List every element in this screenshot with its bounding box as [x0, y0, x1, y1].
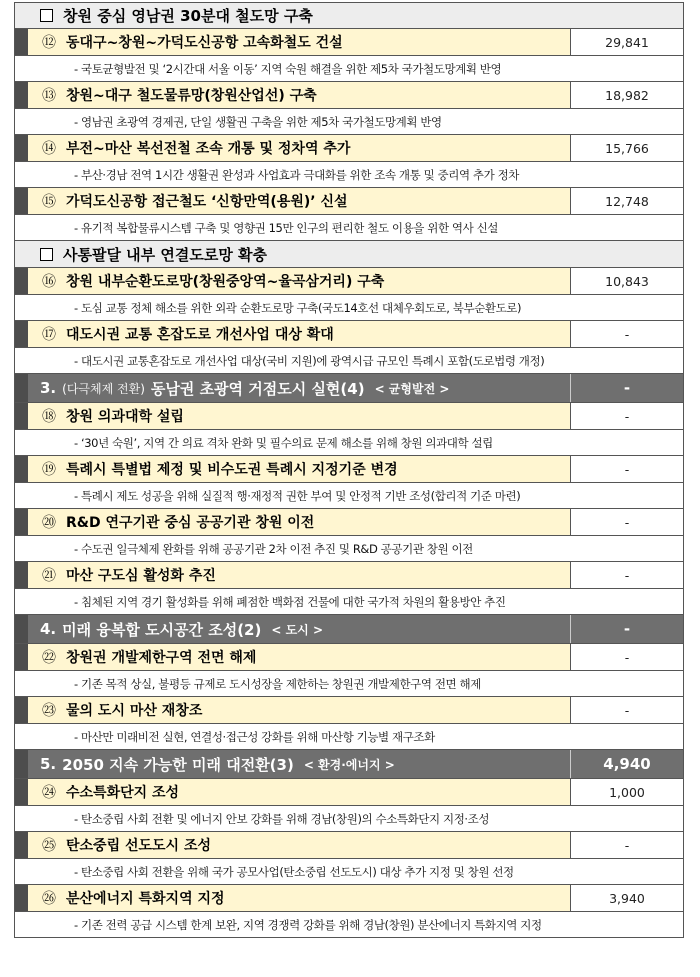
section-number: 5.	[40, 755, 57, 773]
subheading	[28, 244, 267, 265]
section-category-tag: < 도시 >	[271, 622, 324, 637]
left-bar	[15, 321, 28, 347]
description-text: - 탄소중립 사회 전환 및 에너지 안보 강화를 위해 경남(창원)의 수소특화단지 지정·조성	[74, 811, 490, 826]
item-title-text: 분산에너지 특화지역 지정	[66, 891, 225, 907]
section-row	[14, 374, 684, 403]
item-number: ⑱	[42, 409, 56, 425]
section-title-text: 2050 지속 가능한 미래 대전환(3)	[62, 755, 294, 774]
description-text: - 부산·경남 전역 1시간 생활권 완성과 사업효과 극대화를 위한 조속 개통 및 중리역 추가 정차	[74, 167, 520, 182]
description-text: - ‘30년 숙원’, 지역 간 의료 격차 완화 및 필수의료 문제 해소를 위해 창원 의과대학 설립	[74, 435, 493, 450]
item-row	[14, 268, 684, 295]
item-number: ㉖	[42, 891, 56, 907]
section-title-text: 미래 융복합 도시공간 조성(2)	[62, 620, 262, 639]
item-title-text: 창원 내부순환도로망(창원중앙역~율곡삼거리) 구축	[66, 274, 385, 290]
description-row	[14, 348, 684, 374]
item-number: ㉕	[42, 838, 56, 854]
item-title-text: 창원권 개발제한구역 전면 해제	[66, 650, 257, 666]
left-bar	[15, 29, 28, 55]
item-number: ㉒	[42, 650, 56, 666]
item-row	[14, 644, 684, 671]
item-number: ㉔	[42, 785, 56, 801]
left-bar	[15, 644, 28, 670]
item-row	[14, 82, 684, 109]
item-amount: -	[570, 644, 683, 670]
item-title	[28, 188, 570, 214]
item-title	[28, 403, 570, 429]
item-row	[14, 885, 684, 912]
description-text: - 국토균형발전 및 ‘2시간대 서울 이동’ 지역 숙원 해결을 위한 제5차 국가철도망계획 반영	[74, 61, 502, 76]
item-row	[14, 832, 684, 859]
description-row	[14, 671, 684, 697]
description-row	[14, 859, 684, 885]
left-bar	[15, 779, 28, 805]
description-row	[14, 215, 684, 241]
item-amount: -	[570, 697, 683, 723]
section-row	[14, 750, 684, 779]
item-title-text: 마산 구도심 활성화 추진	[66, 568, 216, 584]
left-bar	[15, 374, 28, 402]
left-bar	[15, 697, 28, 723]
section-category-tag: < 환경·에너지 >	[303, 757, 395, 772]
item-row	[14, 188, 684, 215]
description-text: - 영남권 초광역 경제권, 단일 생활권 구축을 위한 제5차 국가철도망계획 반영	[74, 114, 442, 129]
item-number: ⑫	[42, 35, 56, 51]
left-bar	[15, 885, 28, 911]
item-title	[28, 456, 570, 482]
subheading-text: 창원 중심 영남권 30분대 철도망 구축	[63, 7, 313, 25]
item-title	[28, 779, 570, 805]
description-text: - 수도권 일극체제 완화를 위해 공공기관 2차 이전 추진 및 R&D 공공기관 창원 이전	[74, 541, 473, 556]
item-title	[28, 644, 570, 670]
left-bar	[15, 135, 28, 161]
item-title	[28, 885, 570, 911]
description-text: - 도심 교통 정체 해소를 위한 외곽 순환도로망 구축(국도14호선 대체우회도로, 북부순환도로)	[74, 300, 522, 315]
item-number: ㉑	[42, 568, 56, 584]
description-row	[14, 162, 684, 188]
section-amount: -	[570, 615, 683, 643]
item-amount: 18,982	[570, 82, 683, 108]
item-number: ⑬	[42, 88, 56, 104]
item-number: ⑭	[42, 141, 56, 157]
item-title-text: 대도시권 교통 혼잡도로 개선사업 대상 확대	[66, 327, 334, 343]
item-number: ⑲	[42, 462, 56, 478]
section-amount: -	[570, 374, 683, 402]
item-amount: 12,748	[570, 188, 683, 214]
item-title-text: 물의 도시 마산 재창조	[66, 703, 203, 719]
description-text: - 기존 전력 공급 시스템 한계 보완, 지역 경쟁력 강화를 위해 경남(창원) 분산에너지 특화지역 지정	[74, 917, 542, 932]
left-bar	[15, 403, 28, 429]
section-title	[28, 615, 570, 643]
description-text: - 특례시 제도 성공을 위해 실질적 행·재정적 권한 부여 및 안정적 기반 조성(합리적 기준 마련)	[74, 488, 521, 503]
item-title	[28, 268, 570, 294]
item-title	[28, 562, 570, 588]
item-title-text: 탄소중립 선도도시 조성	[66, 838, 211, 854]
item-row	[14, 779, 684, 806]
item-title	[28, 697, 570, 723]
item-row	[14, 321, 684, 348]
description-text: - 탄소중립 사회 전환을 위해 국가 공모사업(탄소중립 선도도시) 대상 추가 지정 및 창원 선정	[74, 864, 514, 879]
item-amount: -	[570, 832, 683, 858]
description-row	[14, 912, 684, 938]
item-amount: -	[570, 509, 683, 535]
checkbox-icon	[40, 9, 53, 22]
section-category-tag: < 균형발전 >	[374, 381, 450, 396]
item-row	[14, 562, 684, 589]
item-row	[14, 697, 684, 724]
item-number: ⑮	[42, 194, 56, 210]
subheading-text: 사통팔달 내부 연결도로망 확충	[63, 245, 268, 264]
description-text: - 유기적 복합물류시스템 구축 및 영향권 15만 인구의 편리한 철도 이용을 위한 역사 신설	[74, 220, 499, 235]
item-title-text: 가덕도신공항 접근철도 ‘신항만역(용원)’ 신설	[66, 194, 348, 210]
item-amount: 10,843	[570, 268, 683, 294]
item-row	[14, 29, 684, 56]
description-text: - 침체된 지역 경기 활성화를 위해 폐점한 백화점 건물에 대한 국가적 차원의 활용방안 추진	[74, 594, 506, 609]
section-row	[14, 615, 684, 644]
description-text: - 대도시권 교통혼잡도로 개선사업 대상(국비 지원)에 광역시급 규모인 특례시 포함(도로법령 개정)	[74, 353, 545, 368]
description-text: - 기존 목적 상실, 불평등 규제로 도시성장을 제한하는 창원권 개발제한구역 전면 해제	[74, 676, 481, 691]
left-bar	[15, 750, 28, 778]
checkbox-icon	[40, 248, 53, 261]
item-title	[28, 135, 570, 161]
section-number: 4.	[40, 620, 57, 638]
left-bar	[15, 562, 28, 588]
description-row	[14, 430, 684, 456]
left-bar	[15, 188, 28, 214]
item-title	[28, 29, 570, 55]
section-title-text: 동남권 초광역 거점도시 실현(4)	[150, 379, 365, 398]
description-row	[14, 589, 684, 615]
description-row	[14, 806, 684, 832]
left-bar	[15, 456, 28, 482]
description-row	[14, 56, 684, 82]
section-amount: 4,940	[570, 750, 683, 778]
description-row	[14, 483, 684, 509]
item-title-text: 동대구~창원~가덕도신공항 고속화철도 건설	[66, 35, 343, 51]
section-title	[28, 750, 570, 778]
left-bar	[15, 82, 28, 108]
item-amount: 3,940	[570, 885, 683, 911]
item-row	[14, 135, 684, 162]
item-number: ⑯	[42, 274, 56, 290]
item-title-text: 부전~마산 복선전철 조속 개통 및 정차역 추가	[66, 141, 351, 157]
item-amount: -	[570, 456, 683, 482]
subheading	[28, 5, 313, 26]
item-number: ㉓	[42, 703, 56, 719]
item-amount: 1,000	[570, 779, 683, 805]
item-title	[28, 321, 570, 347]
item-amount: -	[570, 562, 683, 588]
description-row	[14, 536, 684, 562]
section-title	[28, 374, 570, 402]
subheading-row	[14, 2, 684, 29]
item-number: ⑰	[42, 327, 56, 343]
item-title	[28, 509, 570, 535]
item-amount: 15,766	[570, 135, 683, 161]
subheading-row	[14, 241, 684, 268]
item-title-text: 창원~대구 철도물류망(창원산업선) 구축	[66, 88, 317, 104]
left-bar	[15, 268, 28, 294]
left-bar	[15, 615, 28, 643]
item-amount: -	[570, 321, 683, 347]
item-title-text: 특례시 특별법 제정 및 비수도권 특례시 지정기준 변경	[66, 462, 398, 478]
item-title	[28, 832, 570, 858]
item-amount: -	[570, 403, 683, 429]
item-row	[14, 403, 684, 430]
item-row	[14, 509, 684, 536]
description-row	[14, 724, 684, 750]
section-number: 3.	[40, 379, 57, 397]
policy-table	[14, 2, 684, 938]
item-title	[28, 82, 570, 108]
item-title-text: R&D 연구기관 중심 공공기관 창원 이전	[66, 515, 315, 531]
description-row	[14, 295, 684, 321]
item-title-text: 창원 의과대학 설립	[66, 409, 184, 425]
section-prefix: (다극체제 전환)	[62, 381, 145, 396]
left-bar	[15, 509, 28, 535]
description-text: - 마산만 미래비전 실현, 연결성·접근성 강화를 위해 마산항 기능별 재구조화	[74, 729, 435, 744]
item-title-text: 수소특화단지 조성	[66, 785, 180, 801]
item-row	[14, 456, 684, 483]
item-amount: 29,841	[570, 29, 683, 55]
left-bar	[15, 832, 28, 858]
item-number: ⑳	[42, 515, 56, 531]
description-row	[14, 109, 684, 135]
